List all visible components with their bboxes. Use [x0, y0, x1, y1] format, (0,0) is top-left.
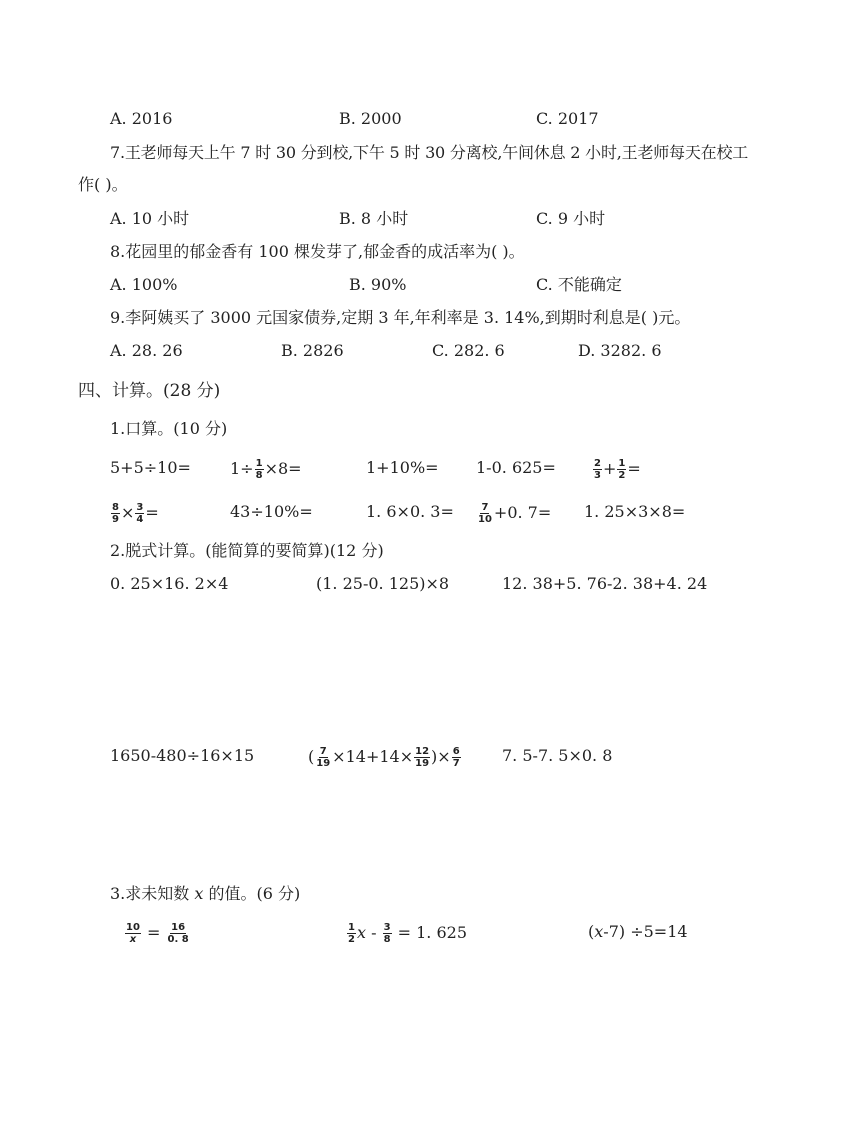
- q9-option-c: C. 282. 6: [432, 341, 505, 360]
- oral-r1c3: 1+10%=: [366, 458, 439, 477]
- q7-option-c: C. 9 小时: [536, 209, 606, 228]
- q6-option-c: C. 2017: [536, 109, 599, 128]
- q7-stem-line1: 7.王老师每天上午 7 时 30 分到校,下午 5 时 30 分离校,午间休息 2 小时,王老师每天在校工: [110, 143, 749, 162]
- q9-option-d: D. 3282. 6: [578, 341, 662, 360]
- calc-expr-5: ( $\frac{7}{19}$ ×14+14× $\frac{12}{19}$ )× $\frac{6}{7}$: [308, 746, 460, 769]
- calc-expr-4: 1650-480÷16×15: [110, 746, 255, 765]
- q7-stem-line2: 作( )。: [78, 175, 128, 194]
- oral-r2c1: $\frac{8}{9}$ × $\frac{3}{4}$ =: [112, 502, 159, 525]
- oral-r1c4: 1-0. 625=: [476, 458, 556, 477]
- q8-stem: 8.花园里的郁金香有 100 棵发芽了,郁金香的成活率为( )。: [110, 242, 525, 261]
- part3-title: 3.求未知数 x 的值。(6 分): [110, 884, 301, 903]
- q9-stem: 9.李阿姨买了 3000 元国家债券,定期 3 年,年利率是 3. 14%,到期时利息是( )元。: [110, 308, 691, 327]
- oral-r2c3: 1. 6×0. 3=: [366, 502, 454, 521]
- oral-r2c2: 43÷10%=: [230, 502, 313, 521]
- oral-r1c1: 5+5÷10=: [110, 458, 191, 477]
- q6-option-a: A. 2016: [110, 109, 173, 128]
- oral-r1c5: $\frac{2}{3}$ + $\frac{1}{2}$ =: [594, 458, 641, 481]
- part1-title: 1.口算。(10 分): [110, 419, 228, 438]
- part2-title: 2.脱式计算。(能简算的要简算)(12 分): [110, 541, 384, 560]
- oral-r2c4: $\frac{7}{10}$ +0. 7=: [478, 502, 552, 525]
- q8-option-c: C. 不能确定: [536, 275, 622, 294]
- q9-option-a: A. 28. 26: [110, 341, 183, 360]
- calc-expr-3: 12. 38+5. 76-2. 38+4. 24: [502, 574, 708, 593]
- equation-1: $\frac{10}{x}$ = $\frac{16}{0. 8}$: [126, 922, 189, 945]
- oral-r2c5: 1. 25×3×8=: [584, 502, 686, 521]
- equation-2: $\frac{1}{2}$ x - $\frac{3}{8}$ = 1. 625: [348, 922, 468, 945]
- q7-option-b: B. 8 小时: [339, 209, 409, 228]
- equation-3: (x-7) ÷5=14: [588, 922, 688, 941]
- calc-expr-2: (1. 25-0. 125)×8: [316, 574, 450, 593]
- calc-expr-6: 7. 5-7. 5×0. 8: [502, 746, 613, 765]
- calc-expr-1: 0. 25×16. 2×4: [110, 574, 229, 593]
- q8-option-a: A. 100%: [110, 275, 178, 294]
- oral-r1c2: 1÷ $\frac{1}{8}$ ×8=: [230, 458, 302, 481]
- q8-option-b: B. 90%: [349, 275, 407, 294]
- q7-option-a: A. 10 小时: [110, 209, 190, 228]
- q6-option-b: B. 2000: [339, 109, 402, 128]
- section4-title: 四、计算。(28 分): [78, 381, 221, 401]
- q9-option-b: B. 2826: [281, 341, 344, 360]
